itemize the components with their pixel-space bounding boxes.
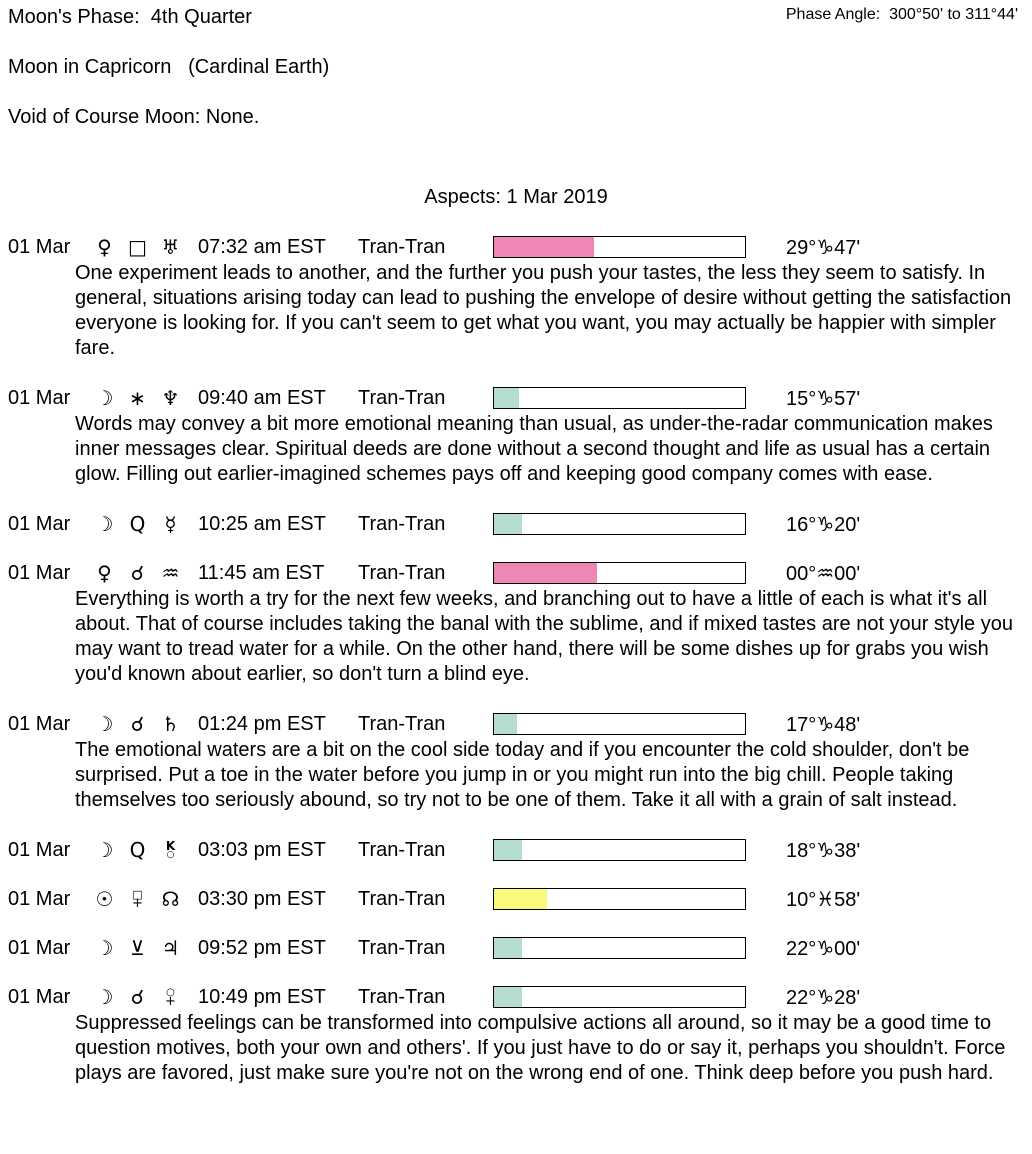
aspect-time: 10:25 am EST (198, 512, 326, 535)
square-aspect-symbol: □ (128, 235, 147, 259)
aspect-time: 09:40 am EST (198, 386, 326, 409)
aspect-row (0, 712, 1032, 736)
aspect-interpretation: Everything is worth a try for the next few weeks, and branching out to have a little of each is what it's all about. That of course includes taking the banal with the sublime, and if mixed tastes are not your style you may want to tread water for a while. On the other hand, there will be some dishes up for grabs you wish you'd known about earlier, so don't turn a blind eye. (75, 588, 1013, 685)
orb-bar (493, 986, 746, 1008)
aspect-row (0, 235, 1032, 259)
aspect-type: Tran-Tran (358, 887, 446, 910)
void-of-course-label: Void of Course Moon: None. (8, 106, 260, 128)
aspect-position: 00°♒00' (786, 562, 861, 585)
aspect-time: 09:52 pm EST (198, 936, 326, 959)
aspect-time: 03:03 pm EST (198, 838, 326, 861)
aspect-type: Tran-Tran (358, 985, 446, 1008)
aspects-title: Aspects: 1 Mar 2019 (424, 186, 608, 208)
aspect-date: 01 Mar (8, 838, 71, 861)
aspect-row (0, 561, 1032, 585)
aspect-date: 01 Mar (8, 235, 71, 258)
orb-bar (493, 937, 746, 959)
orb-bar-fill (494, 938, 522, 958)
aspect-position: 29°♑47' (786, 236, 861, 259)
aspect-date: 01 Mar (8, 936, 71, 959)
aspect-interpretation: The emotional waters are a bit on the cool side today and if you encounter the cold shoulder, don't be surprised. Put a toe in the water before you jump in or you might run into the big chill. People taking themselves too seriously abound, so try not to be one of them. Take it all with a grain of salt instead. (75, 739, 970, 811)
aspect-position: 22°♑28' (786, 986, 861, 1009)
aspect-position: 17°♑48' (786, 713, 861, 736)
aspect-row (0, 936, 1032, 960)
aspect-row (0, 985, 1032, 1009)
aspect-type: Tran-Tran (358, 512, 446, 535)
orb-bar-fill (494, 840, 522, 860)
moon-symbol: ☽ (95, 512, 114, 536)
aspect-symbols (88, 236, 198, 258)
aspect-interpretation: Suppressed feelings can be transformed into compulsive actions all around, so it may be a good time to question motives, both your own and others'. If you just have to do or say it, perhaps you shouldn't. Force plays are favored, just make sure you're not on the wrong end of one. Think deep before you push hard. (75, 1012, 1006, 1084)
orb-bar (493, 562, 746, 584)
aquarius-symbol: ♒ (161, 561, 180, 585)
orb-bar-fill (494, 889, 547, 909)
venus-symbol: ♀ (97, 235, 112, 259)
aspect-interpretation: One experiment leads to another, and the further you push your tastes, the less they seem to satisfy. In general, situations arising today can lead to pushing the envelope of desire without getting the satisfaction everyone is looking for. If you can't seem to get what you want, you may actually be happier with simpler fare. (75, 262, 1012, 359)
aspect-time: 07:32 am EST (198, 235, 326, 258)
moon-symbol: ☽ (95, 936, 114, 960)
moon-symbol: ☽ (95, 386, 114, 410)
orb-bar-fill (494, 388, 519, 408)
moon-symbol: ☽ (95, 985, 114, 1009)
aspect-row (0, 386, 1032, 410)
aspect-position: 16°♑20' (786, 513, 861, 536)
aspect-date: 01 Mar (8, 712, 71, 735)
aspect-type: Tran-Tran (358, 561, 446, 584)
moons-phase-label: Moon's Phase: 4th Quarter (8, 6, 252, 28)
quintile-aspect-symbol: Q (129, 512, 146, 536)
aspect-type: Tran-Tran (358, 235, 446, 258)
aspect-row (0, 512, 1032, 536)
aspect-type: Tran-Tran (358, 838, 446, 861)
aspect-time: 01:24 pm EST (198, 712, 326, 735)
sun-symbol: ☉ (95, 887, 114, 911)
moon-symbol: ☽ (95, 838, 114, 862)
semisextile-aspect-symbol: ⊻ (130, 936, 145, 960)
saturn-symbol: ♄ (161, 712, 180, 736)
aspect-row (0, 887, 1032, 911)
uranus-symbol: ♅ (161, 235, 180, 259)
orb-bar (493, 513, 746, 535)
aspect-symbols (88, 986, 198, 1008)
aspect-symbols (88, 839, 198, 861)
orb-bar (493, 713, 746, 735)
orb-bar-fill (494, 714, 517, 734)
aspect-position: 10°♓58' (786, 888, 861, 911)
orb-bar (493, 888, 746, 910)
neptune-symbol: ♆ (161, 386, 180, 410)
aspect-time: 10:49 pm EST (198, 985, 326, 1008)
pluto-symbol (154, 986, 187, 1008)
aspect-symbols (88, 562, 198, 584)
venus-symbol: ♀ (97, 561, 112, 585)
orb-bar-fill (494, 237, 594, 257)
conjunction-aspect-symbol: ☌ (130, 985, 145, 1009)
moon-sign-label: Moon in Capricorn (Cardinal Earth) (8, 56, 330, 78)
aspect-symbols (88, 713, 198, 735)
conjunction-aspect-symbol: ☌ (130, 561, 145, 585)
aspect-symbols (88, 937, 198, 959)
aspect-type: Tran-Tran (358, 712, 446, 735)
orb-bar-fill (494, 987, 522, 1007)
aspect-type: Tran-Tran (358, 386, 446, 409)
moon-symbol: ☽ (95, 712, 114, 736)
aspect-type: Tran-Tran (358, 936, 446, 959)
aspect-position: 22°♑00' (786, 937, 861, 960)
aspect-position: 18°♑38' (786, 839, 861, 862)
orb-bar (493, 387, 746, 409)
north-node-symbol: ☊ (161, 887, 180, 911)
sextile-aspect-symbol: ∗ (129, 386, 146, 410)
aspect-time: 03:30 pm EST (198, 887, 326, 910)
aspect-date: 01 Mar (8, 512, 71, 535)
phase-angle-label: Phase Angle: 300°50' to 311°44' (785, 6, 1018, 23)
aspect-date: 01 Mar (8, 386, 71, 409)
quintile-aspect-symbol: Q (129, 838, 146, 862)
aspect-symbols (88, 513, 198, 535)
aspect-date: 01 Mar (8, 985, 71, 1008)
sesquiquadrate-aspect-symbol (121, 888, 154, 910)
jupiter-symbol: ♃ (161, 936, 180, 960)
aspect-row (0, 838, 1032, 862)
orb-bar-fill (494, 563, 597, 583)
conjunction-aspect-symbol: ☌ (130, 712, 145, 736)
orb-bar (493, 236, 746, 258)
chiron-symbol (154, 839, 187, 861)
mercury-symbol: ☿ (164, 512, 177, 536)
aspect-position: 15°♑57' (786, 387, 861, 410)
aspect-time: 11:45 am EST (198, 561, 325, 584)
aspect-interpretation: Words may convey a bit more emotional meaning than usual, as under-the-radar communication makes inner messages clear. Spiritual deeds are done without a second thought and life as usual has a certain glow. Filling out earlier-imagined schemes pays off and keeping good company comes with ease. (75, 413, 993, 485)
aspect-date: 01 Mar (8, 887, 71, 910)
aspect-symbols (88, 387, 198, 409)
aspect-symbols (88, 888, 198, 910)
orb-bar-fill (494, 514, 522, 534)
orb-bar (493, 839, 746, 861)
aspect-date: 01 Mar (8, 561, 71, 584)
